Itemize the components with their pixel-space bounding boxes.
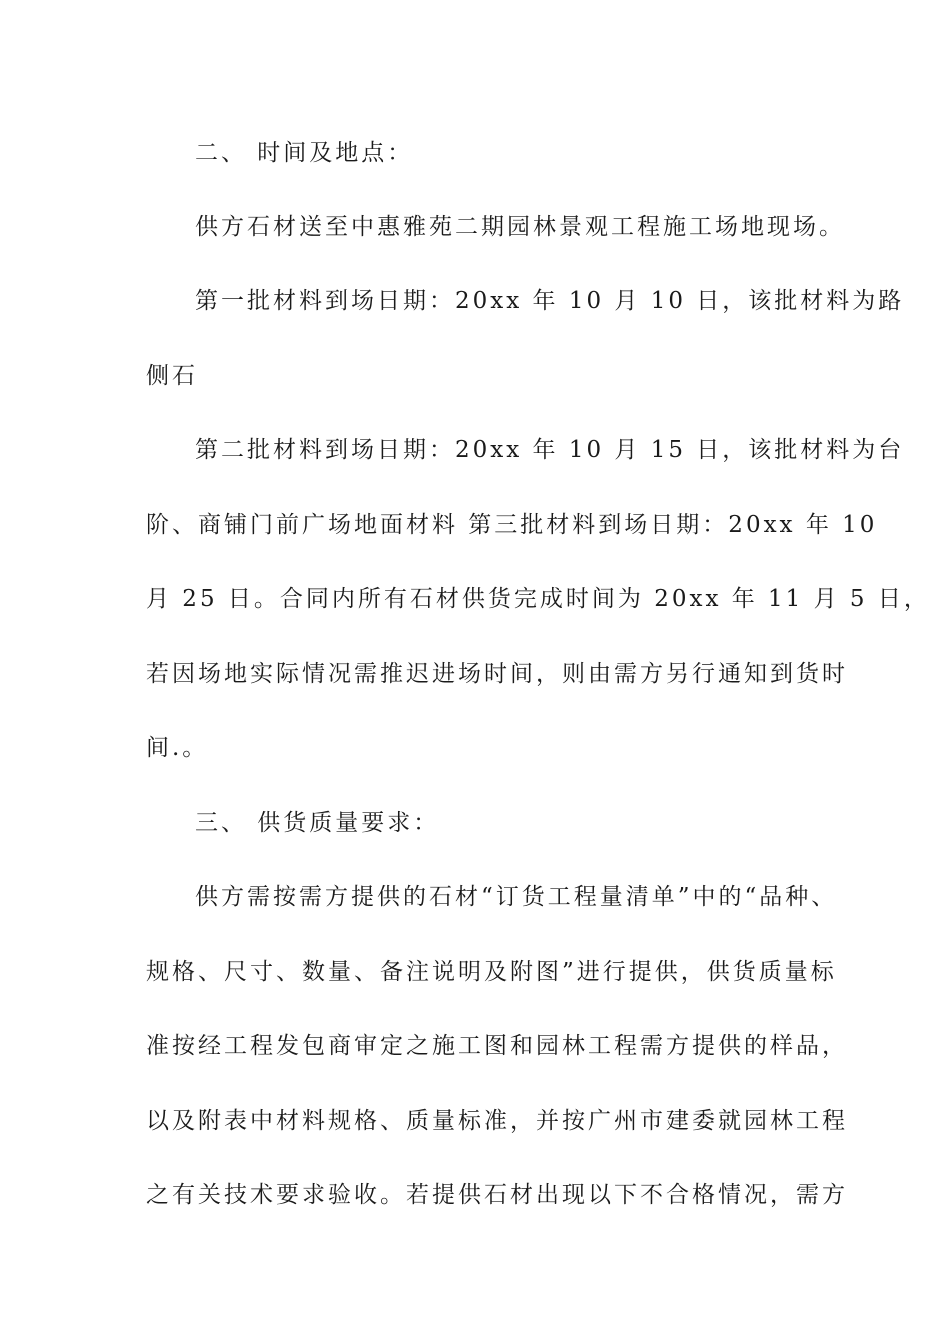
section-heading-quality: 三、 供货质量要求： <box>195 810 440 836</box>
paragraph-line: 侧石 <box>146 363 198 389</box>
section-heading-time-location: 二、 时间及地点： <box>195 140 414 166</box>
paragraph-line: 月 25 日。合同内所有石材供货完成时间为 20xx 年 11 月 5 日， <box>146 586 930 612</box>
paragraph-line: 第二批材料到场日期：20xx 年 10 月 15 日，该批材料为台 <box>195 437 905 463</box>
paragraph-line: 以及附表中材料规格、质量标准，并按广州市建委就园林工程 <box>146 1108 848 1134</box>
paragraph-line: 之有关技术要求验收。若提供石材出现以下不合格情况，需方 <box>146 1182 848 1208</box>
paragraph-line: 阶、商铺门前广场地面材料 第三批材料到场日期：20xx 年 10 <box>146 512 878 538</box>
paragraph-line: 间.。 <box>146 735 209 761</box>
paragraph-line: 若因场地实际情况需推迟进场时间，则由需方另行通知到货时 <box>146 661 848 687</box>
paragraph-line: 规格、尺寸、数量、备注说明及附图”进行提供，供货质量标 <box>146 959 837 985</box>
paragraph-line: 供方石材送至中惠雅苑二期园林景观工程施工场地现场。 <box>195 214 845 240</box>
paragraph-line: 准按经工程发包商审定之施工图和园林工程需方提供的样品， <box>146 1033 848 1059</box>
paragraph-line: 第一批材料到场日期：20xx 年 10 月 10 日，该批材料为路 <box>195 288 905 314</box>
paragraph-line: 供方需按需方提供的石材“订货工程量清单”中的“品种、 <box>195 884 838 910</box>
